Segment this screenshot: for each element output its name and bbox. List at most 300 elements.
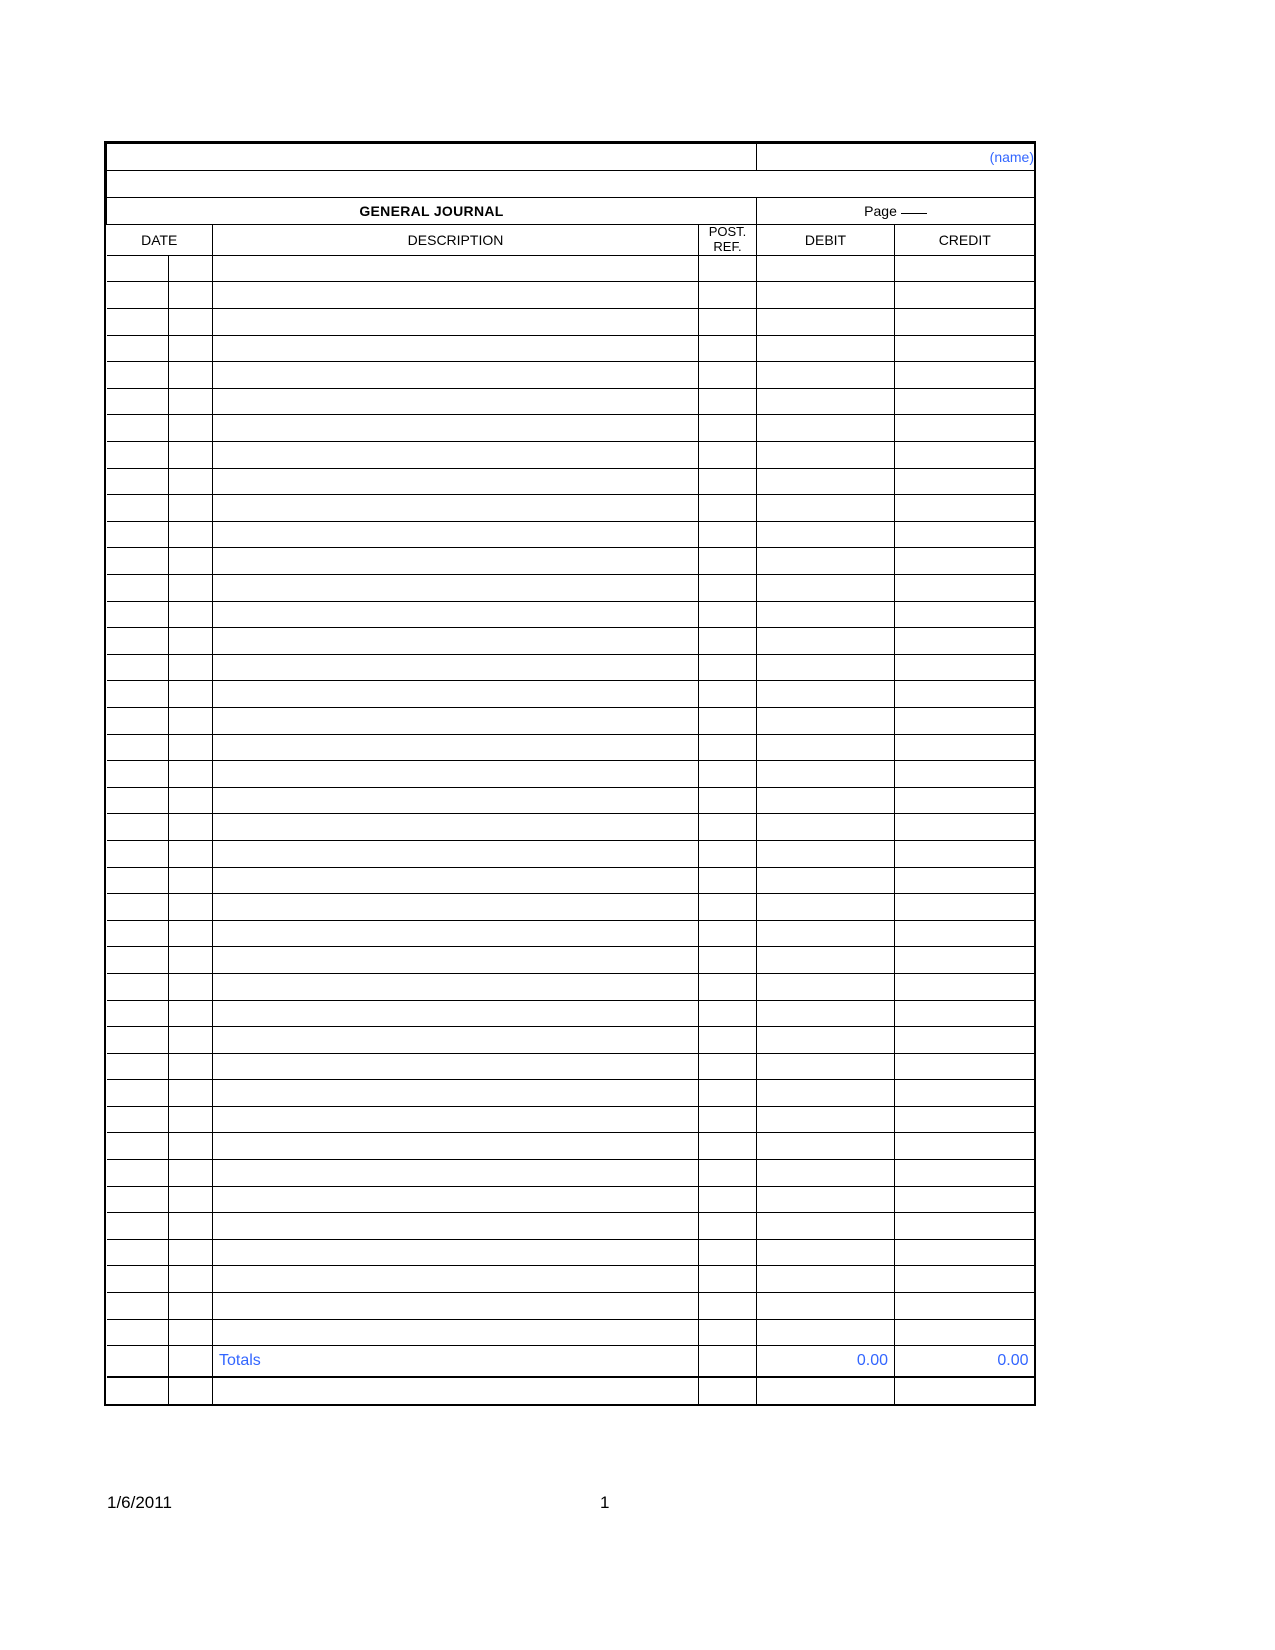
entry-credit-cell[interactable] (895, 388, 1035, 415)
journal-entry-row (107, 894, 1035, 921)
entry-post-ref-cell[interactable] (699, 1027, 757, 1054)
entry-description-cell[interactable] (213, 1239, 699, 1266)
entry-debit-cell[interactable] (757, 442, 895, 469)
entry-date1-cell[interactable] (107, 840, 169, 867)
entry-debit-cell[interactable] (757, 468, 895, 495)
entry-credit-cell[interactable] (895, 255, 1035, 282)
entry-date1-cell[interactable] (107, 814, 169, 841)
entry-date2-cell[interactable] (169, 920, 213, 947)
entry-description-cell[interactable] (213, 575, 699, 602)
entry-post-ref-cell[interactable] (699, 1080, 757, 1107)
entry-post-ref-cell[interactable] (699, 495, 757, 522)
footer-date: 1/6/2011 (107, 1493, 172, 1512)
entry-credit-cell[interactable] (895, 1000, 1035, 1027)
entry-date1-cell[interactable] (107, 654, 169, 681)
journal-entry-row (107, 521, 1035, 548)
entry-date1-cell[interactable] (107, 787, 169, 814)
entry-post-ref-cell[interactable] (699, 894, 757, 921)
totals-label-cell (213, 1346, 699, 1378)
entry-post-ref-cell[interactable] (699, 1160, 757, 1187)
totals-debit-value: 0.00 (856, 1352, 888, 1370)
entry-date2-cell[interactable] (169, 1133, 213, 1160)
entry-post-ref-cell[interactable] (699, 734, 757, 761)
entry-description-cell[interactable] (213, 1000, 699, 1027)
entry-debit-cell[interactable] (757, 867, 895, 894)
entry-description-cell[interactable] (213, 495, 699, 522)
journal-entry-row (107, 335, 1035, 362)
entry-debit-cell[interactable] (757, 1266, 895, 1293)
entry-description-cell[interactable] (213, 309, 699, 336)
entry-post-ref-cell[interactable] (699, 415, 757, 442)
entry-post-ref-cell[interactable] (699, 335, 757, 362)
entry-debit-cell[interactable] (757, 1080, 895, 1107)
entry-date2-cell[interactable] (169, 362, 213, 389)
entry-date1-cell[interactable] (107, 920, 169, 947)
final-debit-cell[interactable] (757, 1377, 895, 1404)
entry-post-ref-cell[interactable] (699, 1053, 757, 1080)
journal-entry-row (107, 840, 1035, 867)
entry-description-cell[interactable] (213, 628, 699, 655)
entry-debit-cell[interactable] (757, 1186, 895, 1213)
entry-description-cell[interactable] (213, 920, 699, 947)
entry-post-ref-cell[interactable] (699, 1000, 757, 1027)
journal-entry-row (107, 814, 1035, 841)
entry-description-cell[interactable] (213, 362, 699, 389)
entry-date1-cell[interactable] (107, 1319, 169, 1346)
entry-date1-cell[interactable] (107, 734, 169, 761)
entry-debit-cell[interactable] (757, 654, 895, 681)
entry-date1-cell[interactable] (107, 1213, 169, 1240)
spacer-row (107, 171, 1035, 198)
totals-date1-cell[interactable] (107, 1346, 169, 1378)
entry-description-cell[interactable] (213, 1213, 699, 1240)
entry-credit-cell[interactable] (895, 548, 1035, 575)
entry-debit-cell[interactable] (757, 1027, 895, 1054)
final-description-cell[interactable] (213, 1377, 699, 1404)
page-number-blank[interactable] (901, 213, 927, 214)
final-credit-cell[interactable] (895, 1377, 1035, 1404)
entry-credit-cell[interactable] (895, 840, 1035, 867)
entry-date2-cell[interactable] (169, 1080, 213, 1107)
entry-credit-cell[interactable] (895, 442, 1035, 469)
entry-description-cell[interactable] (213, 255, 699, 282)
entry-date2-cell[interactable] (169, 1319, 213, 1346)
entry-date1-cell[interactable] (107, 415, 169, 442)
entry-credit-cell[interactable] (895, 468, 1035, 495)
entry-description-cell[interactable] (213, 1027, 699, 1054)
entry-credit-cell[interactable] (895, 335, 1035, 362)
entry-date1-cell[interactable] (107, 575, 169, 602)
entry-credit-cell[interactable] (895, 734, 1035, 761)
entry-post-ref-cell[interactable] (699, 1106, 757, 1133)
journal-entry-row (107, 1293, 1035, 1320)
entry-description-cell[interactable] (213, 442, 699, 469)
entry-date2-cell[interactable] (169, 814, 213, 841)
entry-description-cell[interactable] (213, 1133, 699, 1160)
entry-credit-cell[interactable] (895, 947, 1035, 974)
entry-credit-cell[interactable] (895, 1266, 1035, 1293)
entry-credit-cell[interactable] (895, 282, 1035, 309)
entry-credit-cell[interactable] (895, 681, 1035, 708)
entry-post-ref-cell[interactable] (699, 468, 757, 495)
entry-debit-cell[interactable] (757, 388, 895, 415)
entry-debit-cell[interactable] (757, 1213, 895, 1240)
entry-date2-cell[interactable] (169, 894, 213, 921)
entry-post-ref-cell[interactable] (699, 814, 757, 841)
entry-date1-cell[interactable] (107, 255, 169, 282)
entry-credit-cell[interactable] (895, 1053, 1035, 1080)
entry-debit-cell[interactable] (757, 575, 895, 602)
entry-description-cell[interactable] (213, 1080, 699, 1107)
entry-post-ref-cell[interactable] (699, 255, 757, 282)
entry-debit-cell[interactable] (757, 920, 895, 947)
entry-debit-cell[interactable] (757, 973, 895, 1000)
entry-credit-cell[interactable] (895, 495, 1035, 522)
entry-debit-cell[interactable] (757, 1106, 895, 1133)
entry-credit-cell[interactable] (895, 814, 1035, 841)
entry-date2-cell[interactable] (169, 787, 213, 814)
page-number-field[interactable] (757, 198, 1035, 225)
entry-description-cell[interactable] (213, 947, 699, 974)
entry-date1-cell[interactable] (107, 894, 169, 921)
entry-date2-cell[interactable] (169, 442, 213, 469)
journal-entry-row (107, 761, 1035, 788)
entry-post-ref-cell[interactable] (699, 761, 757, 788)
entry-description-cell[interactable] (213, 548, 699, 575)
entry-debit-cell[interactable] (757, 707, 895, 734)
entry-date1-cell[interactable] (107, 1266, 169, 1293)
entry-post-ref-cell[interactable] (699, 1319, 757, 1346)
entry-post-ref-cell[interactable] (699, 787, 757, 814)
entry-date2-cell[interactable] (169, 575, 213, 602)
entry-credit-cell[interactable] (895, 894, 1035, 921)
entry-description-cell[interactable] (213, 707, 699, 734)
entry-credit-cell[interactable] (895, 1133, 1035, 1160)
entry-description-cell[interactable] (213, 973, 699, 1000)
journal-entry-row (107, 601, 1035, 628)
entry-post-ref-cell[interactable] (699, 681, 757, 708)
entry-date2-cell[interactable] (169, 309, 213, 336)
journal-entry-row (107, 415, 1035, 442)
entry-credit-cell[interactable] (895, 973, 1035, 1000)
header-debit: DEBIT (757, 225, 895, 256)
totals-post-ref-cell[interactable] (699, 1346, 757, 1378)
entry-debit-cell[interactable] (757, 335, 895, 362)
entry-date2-cell[interactable] (169, 1000, 213, 1027)
entry-date1-cell[interactable] (107, 707, 169, 734)
entry-description-cell[interactable] (213, 1106, 699, 1133)
entry-description-cell[interactable] (213, 787, 699, 814)
journal-entry-row (107, 1133, 1035, 1160)
entry-description-cell[interactable] (213, 867, 699, 894)
entry-date2-cell[interactable] (169, 601, 213, 628)
entry-date1-cell[interactable] (107, 442, 169, 469)
entry-date2-cell[interactable] (169, 628, 213, 655)
entry-date2-cell[interactable] (169, 495, 213, 522)
entry-date1-cell[interactable] (107, 1239, 169, 1266)
entry-credit-cell[interactable] (895, 601, 1035, 628)
totals-date2-cell[interactable] (169, 1346, 213, 1378)
entry-debit-cell[interactable] (757, 548, 895, 575)
entry-post-ref-cell[interactable] (699, 973, 757, 1000)
entry-date1-cell[interactable] (107, 973, 169, 1000)
entry-description-cell[interactable] (213, 894, 699, 921)
entry-description-cell[interactable] (213, 521, 699, 548)
entry-debit-cell[interactable] (757, 1053, 895, 1080)
entry-post-ref-cell[interactable] (699, 1293, 757, 1320)
journal-entry-row (107, 388, 1035, 415)
journal-entry-row (107, 1186, 1035, 1213)
entry-date2-cell[interactable] (169, 1266, 213, 1293)
journal-entry-row (107, 1160, 1035, 1187)
entry-description-cell[interactable] (213, 1266, 699, 1293)
entry-description-cell[interactable] (213, 814, 699, 841)
header-date: DATE (107, 225, 213, 256)
general-journal-sheet (104, 141, 1036, 1406)
final-post-ref-cell[interactable] (699, 1377, 757, 1404)
entry-date1-cell[interactable] (107, 282, 169, 309)
entry-date1-cell[interactable] (107, 495, 169, 522)
entry-date2-cell[interactable] (169, 1027, 213, 1054)
entry-debit-cell[interactable] (757, 628, 895, 655)
entry-post-ref-cell[interactable] (699, 282, 757, 309)
final-date1-cell[interactable] (107, 1377, 169, 1404)
entry-post-ref-cell[interactable] (699, 947, 757, 974)
entry-date1-cell[interactable] (107, 681, 169, 708)
final-date2-cell[interactable] (169, 1377, 213, 1404)
entry-date1-cell[interactable] (107, 1027, 169, 1054)
entry-credit-cell[interactable] (895, 867, 1035, 894)
entry-debit-cell[interactable] (757, 1000, 895, 1027)
entry-debit-cell[interactable] (757, 309, 895, 336)
entry-post-ref-cell[interactable] (699, 654, 757, 681)
entry-description-cell[interactable] (213, 681, 699, 708)
entry-date2-cell[interactable] (169, 761, 213, 788)
entry-description-cell[interactable] (213, 601, 699, 628)
name-row-spacer (107, 144, 757, 171)
entry-credit-cell[interactable] (895, 1293, 1035, 1320)
entry-description-cell[interactable] (213, 468, 699, 495)
journal-entry-row (107, 575, 1035, 602)
entry-debit-cell[interactable] (757, 415, 895, 442)
entry-date1-cell[interactable] (107, 1186, 169, 1213)
entry-date2-cell[interactable] (169, 840, 213, 867)
entry-description-cell[interactable] (213, 1293, 699, 1320)
entry-date2-cell[interactable] (169, 255, 213, 282)
page-title: GENERAL JOURNAL (107, 198, 757, 225)
journal-entry-row (107, 1080, 1035, 1107)
entry-post-ref-cell[interactable] (699, 309, 757, 336)
entry-date2-cell[interactable] (169, 1160, 213, 1187)
entry-post-ref-cell[interactable] (699, 521, 757, 548)
entry-debit-cell[interactable] (757, 1133, 895, 1160)
entry-debit-cell[interactable] (757, 495, 895, 522)
entry-date2-cell[interactable] (169, 335, 213, 362)
entry-date1-cell[interactable] (107, 628, 169, 655)
journal-entry-row (107, 1000, 1035, 1027)
entry-date2-cell[interactable] (169, 734, 213, 761)
entry-credit-cell[interactable] (895, 415, 1035, 442)
entry-description-cell[interactable] (213, 335, 699, 362)
entry-date2-cell[interactable] (169, 947, 213, 974)
entry-credit-cell[interactable] (895, 309, 1035, 336)
company-name-field[interactable]: (name) (757, 144, 1035, 171)
entry-post-ref-cell[interactable] (699, 442, 757, 469)
entry-date2-cell[interactable] (169, 388, 213, 415)
entry-credit-cell[interactable] (895, 654, 1035, 681)
entry-date1-cell[interactable] (107, 1080, 169, 1107)
entry-date2-cell[interactable] (169, 468, 213, 495)
entry-credit-cell[interactable] (895, 1186, 1035, 1213)
journal-table (106, 143, 1035, 1404)
journal-entry-row (107, 362, 1035, 389)
entry-date1-cell[interactable] (107, 362, 169, 389)
entry-post-ref-cell[interactable] (699, 628, 757, 655)
entry-credit-cell[interactable] (895, 575, 1035, 602)
entry-debit-cell[interactable] (757, 787, 895, 814)
entry-date2-cell[interactable] (169, 654, 213, 681)
entry-date2-cell[interactable] (169, 867, 213, 894)
entry-date1-cell[interactable] (107, 521, 169, 548)
entry-post-ref-cell[interactable] (699, 840, 757, 867)
journal-entry-row (107, 628, 1035, 655)
entry-debit-cell[interactable] (757, 814, 895, 841)
entry-date1-cell[interactable] (107, 1160, 169, 1187)
entry-post-ref-cell[interactable] (699, 388, 757, 415)
entry-date2-cell[interactable] (169, 282, 213, 309)
journal-entry-row (107, 255, 1035, 282)
entry-date2-cell[interactable] (169, 681, 213, 708)
entry-post-ref-cell[interactable] (699, 707, 757, 734)
entry-date2-cell[interactable] (169, 1186, 213, 1213)
entry-date2-cell[interactable] (169, 415, 213, 442)
entry-debit-cell[interactable] (757, 1293, 895, 1320)
entry-post-ref-cell[interactable] (699, 920, 757, 947)
entry-description-cell[interactable] (213, 1319, 699, 1346)
entry-date1-cell[interactable] (107, 1000, 169, 1027)
entry-date2-cell[interactable] (169, 1293, 213, 1320)
entry-post-ref-cell[interactable] (699, 362, 757, 389)
entry-debit-cell[interactable] (757, 734, 895, 761)
entry-debit-cell[interactable] (757, 362, 895, 389)
column-header-row (107, 225, 1035, 256)
entry-credit-cell[interactable] (895, 787, 1035, 814)
entry-date2-cell[interactable] (169, 548, 213, 575)
entry-credit-cell[interactable] (895, 521, 1035, 548)
entry-date1-cell[interactable] (107, 601, 169, 628)
entry-description-cell[interactable] (213, 654, 699, 681)
entry-post-ref-cell[interactable] (699, 575, 757, 602)
entry-credit-cell[interactable] (895, 1239, 1035, 1266)
entry-date1-cell[interactable] (107, 388, 169, 415)
entry-credit-cell[interactable] (895, 1319, 1035, 1346)
header-credit: CREDIT (895, 225, 1035, 256)
entry-credit-cell[interactable] (895, 1106, 1035, 1133)
journal-entry-row (107, 1239, 1035, 1266)
entry-post-ref-cell[interactable] (699, 1266, 757, 1293)
entry-debit-cell[interactable] (757, 521, 895, 548)
entry-debit-cell[interactable] (757, 894, 895, 921)
entry-description-cell[interactable] (213, 734, 699, 761)
entry-date1-cell[interactable] (107, 867, 169, 894)
entry-post-ref-cell[interactable] (699, 1239, 757, 1266)
journal-body (107, 144, 1035, 1405)
entry-date2-cell[interactable] (169, 973, 213, 1000)
entry-date2-cell[interactable] (169, 1239, 213, 1266)
entry-post-ref-cell[interactable] (699, 1213, 757, 1240)
entry-date1-cell[interactable] (107, 309, 169, 336)
entry-credit-cell[interactable] (895, 707, 1035, 734)
entry-date2-cell[interactable] (169, 1106, 213, 1133)
journal-entry-row (107, 495, 1035, 522)
entry-post-ref-cell[interactable] (699, 601, 757, 628)
entry-description-cell[interactable] (213, 1053, 699, 1080)
entry-debit-cell[interactable] (757, 282, 895, 309)
entry-date1-cell[interactable] (107, 1053, 169, 1080)
entry-credit-cell[interactable] (895, 920, 1035, 947)
entry-description-cell[interactable] (213, 388, 699, 415)
journal-entry-row (107, 707, 1035, 734)
entry-date1-cell[interactable] (107, 468, 169, 495)
entry-debit-cell[interactable] (757, 1319, 895, 1346)
entry-debit-cell[interactable] (757, 761, 895, 788)
entry-credit-cell[interactable] (895, 628, 1035, 655)
entry-date1-cell[interactable] (107, 335, 169, 362)
entry-credit-cell[interactable] (895, 761, 1035, 788)
entry-credit-cell[interactable] (895, 362, 1035, 389)
name-row (107, 144, 1035, 171)
entry-description-cell[interactable] (213, 1186, 699, 1213)
entry-date1-cell[interactable] (107, 761, 169, 788)
entry-debit-cell[interactable] (757, 1239, 895, 1266)
entry-date2-cell[interactable] (169, 1053, 213, 1080)
entry-description-cell[interactable] (213, 282, 699, 309)
entry-debit-cell[interactable] (757, 601, 895, 628)
entry-description-cell[interactable] (213, 415, 699, 442)
entry-debit-cell[interactable] (757, 255, 895, 282)
entry-date1-cell[interactable] (107, 1106, 169, 1133)
entry-post-ref-cell[interactable] (699, 1133, 757, 1160)
entry-debit-cell[interactable] (757, 947, 895, 974)
entry-description-cell[interactable] (213, 761, 699, 788)
entry-description-cell[interactable] (213, 1160, 699, 1187)
entry-post-ref-cell[interactable] (699, 548, 757, 575)
entry-description-cell[interactable] (213, 840, 699, 867)
entry-date1-cell[interactable] (107, 1133, 169, 1160)
entry-date2-cell[interactable] (169, 1213, 213, 1240)
journal-entry-row (107, 282, 1035, 309)
journal-entry-row (107, 1213, 1035, 1240)
journal-entry-row (107, 1319, 1035, 1346)
entry-debit-cell[interactable] (757, 681, 895, 708)
final-row (107, 1377, 1035, 1404)
entry-date2-cell[interactable] (169, 521, 213, 548)
entry-credit-cell[interactable] (895, 1080, 1035, 1107)
entry-credit-cell[interactable] (895, 1027, 1035, 1054)
entry-date1-cell[interactable] (107, 947, 169, 974)
entry-date1-cell[interactable] (107, 1293, 169, 1320)
entry-post-ref-cell[interactable] (699, 1186, 757, 1213)
entry-date2-cell[interactable] (169, 707, 213, 734)
journal-entry-row (107, 468, 1035, 495)
entry-debit-cell[interactable] (757, 840, 895, 867)
entry-date1-cell[interactable] (107, 548, 169, 575)
entry-credit-cell[interactable] (895, 1213, 1035, 1240)
entry-post-ref-cell[interactable] (699, 867, 757, 894)
entry-credit-cell[interactable] (895, 1160, 1035, 1187)
entry-debit-cell[interactable] (757, 1160, 895, 1187)
journal-entry-row (107, 973, 1035, 1000)
